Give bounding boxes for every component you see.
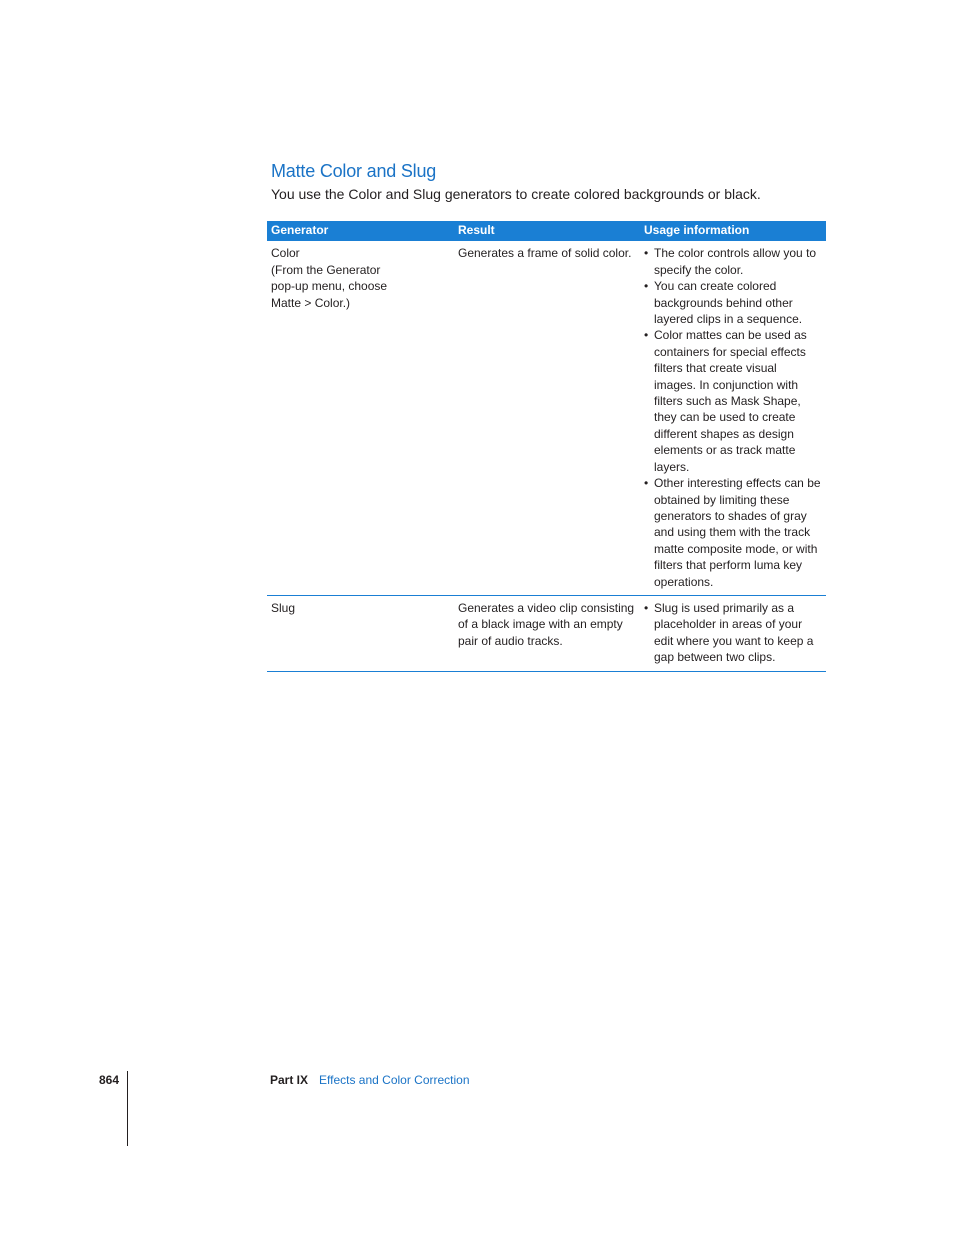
intro-paragraph: You use the Color and Slug generators to create colored backgrounds or black. xyxy=(271,186,761,202)
usage-list xyxy=(644,245,822,590)
footer-divider xyxy=(127,1071,128,1146)
chapter-link[interactable]: Effects and Color Correction xyxy=(319,1073,470,1087)
usage-item: • Slug is used primarily as a placeholder in areas of your edit where you want to keep a gap between two clips. xyxy=(644,600,822,666)
column-header-generator: Generator xyxy=(267,221,454,241)
column-header-usage: Usage information xyxy=(640,221,826,241)
page-number: 864 xyxy=(99,1073,120,1087)
cell-generator: Slug xyxy=(267,595,454,671)
usage-item: • Other interesting effects can be obtained by limiting these generators to shades of gray and using them with the track matte composite mode, or with filters that perform luma key operations. xyxy=(644,475,822,590)
cell-usage xyxy=(640,241,826,595)
table-header-row xyxy=(267,221,826,241)
usage-item: • Color mattes can be used as containers for special effects filters that create visual images. In conjunction with filters such as Mask Shape, they can be used to create different shapes as design elements or as track matte layers. xyxy=(644,327,822,475)
usage-list xyxy=(644,600,822,666)
generators-table xyxy=(267,221,826,672)
cell-usage xyxy=(640,595,826,671)
section-title: Matte Color and Slug xyxy=(271,161,437,181)
cell-result: Generates a frame of solid color. xyxy=(454,241,640,595)
table-row-color xyxy=(267,241,826,595)
cell-result: Generates a video clip consisting of a black image with an empty pair of audio tracks. xyxy=(454,595,640,671)
cell-generator: Color (From the Generator pop-up menu, choose Matte > Color.) xyxy=(267,241,454,595)
usage-item: • The color controls allow you to specify the color. xyxy=(644,245,822,278)
table-row-slug xyxy=(267,595,826,671)
column-header-result: Result xyxy=(454,221,640,241)
usage-item: • You can create colored backgrounds behind other layered clips in a sequence. xyxy=(644,278,822,327)
part-label: Part IX xyxy=(270,1073,309,1087)
